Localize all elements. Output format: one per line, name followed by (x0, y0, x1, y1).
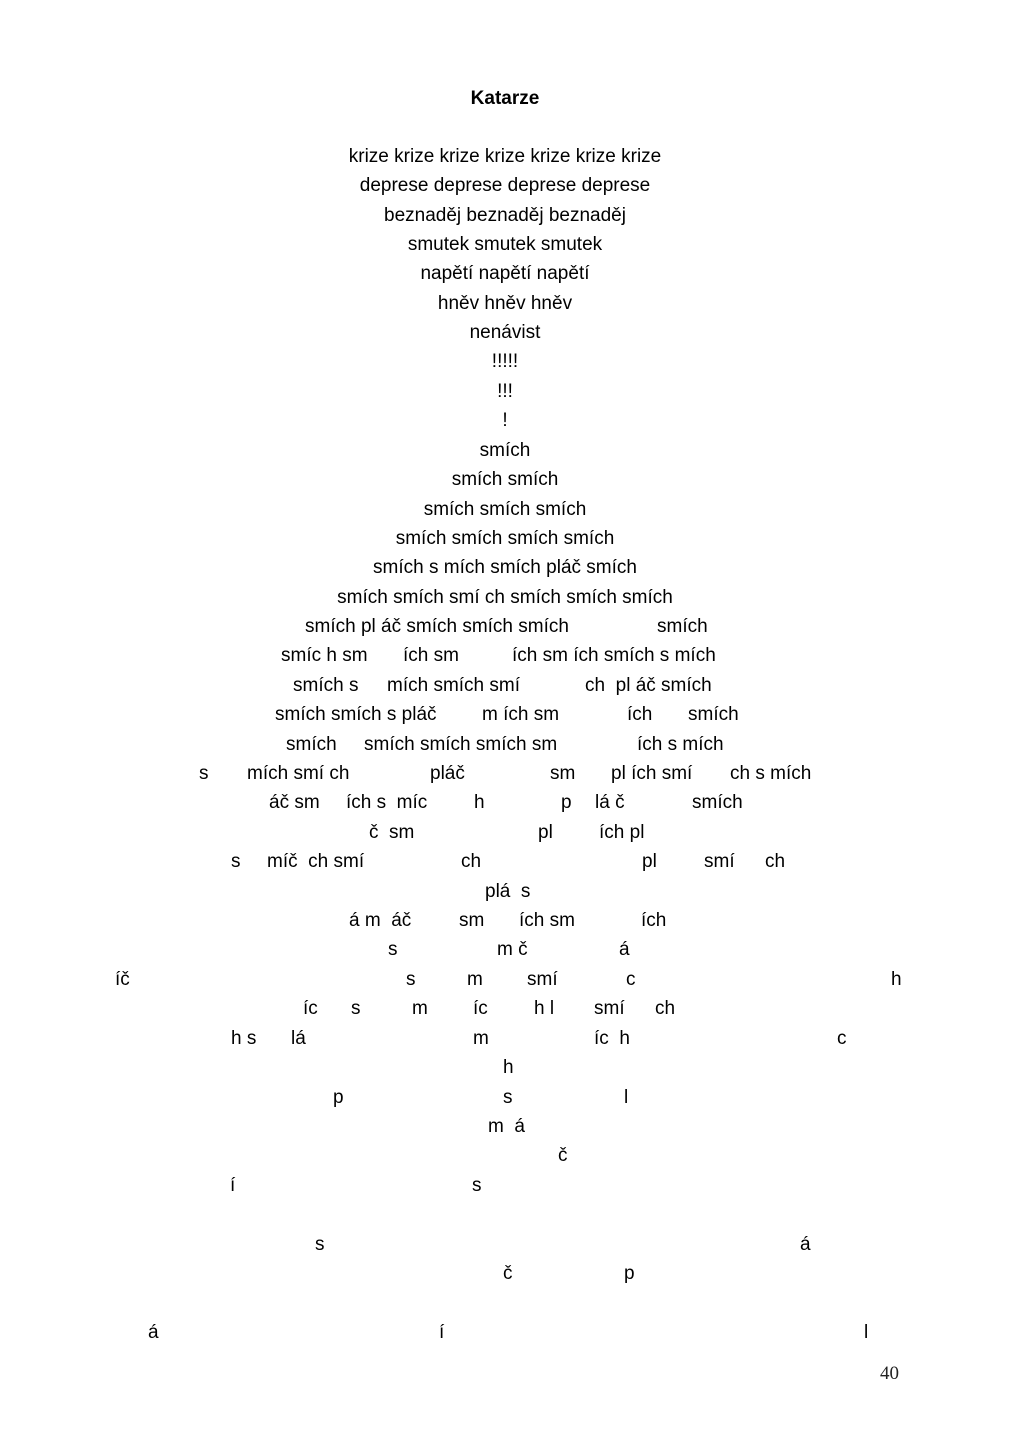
poem-fragment: lá (291, 1028, 306, 1049)
poem-fragment: smích (657, 616, 708, 637)
poem-fragment: s (388, 939, 398, 960)
poem-fragment: h (891, 969, 902, 990)
poem-line: smích smích (451, 469, 559, 490)
poem-fragment: smích smích s pláč (275, 704, 437, 725)
poem-fragment: á (800, 1234, 811, 1255)
poem-fragment: sm (550, 763, 576, 784)
poem-fragment: č (503, 1263, 513, 1284)
poem-fragment: ch (461, 851, 482, 872)
poem-fragment: íc (473, 998, 488, 1019)
poem-fragment: l (864, 1322, 869, 1343)
poem-fragment: m (467, 969, 483, 990)
poem-fragment: c (626, 969, 636, 990)
poem-fragment: mích smí ch (247, 763, 350, 784)
poem-fragment: íc h (594, 1028, 630, 1049)
poem-fragment: plá s (485, 881, 531, 902)
poem-fragment: pl (538, 822, 553, 843)
poem-fragment: h (474, 792, 485, 813)
poem-fragment: áč sm (269, 792, 320, 813)
poem-fragment: s (351, 998, 361, 1019)
poem-fragment: ích s míc (346, 792, 428, 813)
poem-fragment: p (561, 792, 572, 813)
poem-fragment: á m áč (349, 910, 412, 931)
poem-fragment: ích sm ích smích s mích (512, 645, 716, 666)
poem-line: deprese deprese deprese deprese (359, 175, 651, 196)
poem-fragment: ích (641, 910, 667, 931)
poem-fragment: ích (627, 704, 653, 725)
poem-fragment: í (230, 1175, 236, 1196)
poem-fragment: ích pl (599, 822, 645, 843)
poem-line: smích smích smích (423, 499, 587, 520)
page-number: 40 (880, 1363, 899, 1384)
poem-fragment: ích sm (403, 645, 459, 666)
poem-line: smutek smutek smutek (407, 234, 603, 255)
poem-fragment: s (503, 1087, 513, 1108)
poem-line: nenávist (469, 322, 541, 343)
poem-fragment: íč (115, 969, 130, 990)
poem-fragment: smíc h sm (281, 645, 368, 666)
poem-line: !!! (497, 381, 513, 402)
poem-fragment: p (333, 1087, 344, 1108)
poem-fragment: ích s mích (637, 734, 724, 755)
poem-fragment: h s (231, 1028, 257, 1049)
poem-fragment: pl (642, 851, 657, 872)
poem-line: smích s mích smích pláč smích (373, 557, 637, 578)
poem-fragment: ch (765, 851, 786, 872)
poem-fragment: smích (688, 704, 739, 725)
poem-fragment: í (439, 1322, 445, 1343)
poem-line: krize krize krize krize krize krize krize (348, 146, 662, 167)
poem-fragment: smích pl áč smích smích smích (305, 616, 569, 637)
poem-line: ! (502, 410, 508, 431)
poem-fragment: smích (692, 792, 743, 813)
poem-fragment: ch pl áč smích (585, 675, 712, 696)
poem-fragment: smí (594, 998, 625, 1019)
poem-fragment: l (624, 1087, 629, 1108)
poem-fragment: m (412, 998, 428, 1019)
poem-line: !!!!! (491, 351, 519, 372)
poem-line: smích smích smí ch smích smích smích (337, 587, 673, 608)
poem-fragment: smích (286, 734, 337, 755)
poem-fragment: s (472, 1175, 482, 1196)
poem-title: Katarze (470, 88, 540, 109)
poem-fragment: míč ch smí (267, 851, 365, 872)
poem-line: smích smích smích smích (395, 528, 615, 549)
poem-fragment: h l (534, 998, 555, 1019)
poem-fragment: smí (704, 851, 735, 872)
poem-fragment: m (473, 1028, 489, 1049)
poem-fragment: č (558, 1145, 568, 1166)
poem-fragment: č sm (369, 822, 415, 843)
poem-fragment: m č (497, 939, 528, 960)
poem-fragment: mích smích smí (387, 675, 521, 696)
poem-line: smích (479, 440, 531, 461)
poem-fragment: m ích sm (482, 704, 560, 725)
poem-fragment: c (837, 1028, 847, 1049)
poem-fragment: ích sm (519, 910, 575, 931)
poem-fragment: smích smích smích sm (364, 734, 558, 755)
poem-fragment: smí (527, 969, 558, 990)
poem-fragment: lá č (595, 792, 625, 813)
poem-fragment: smích s (293, 675, 359, 696)
poem-fragment: á (619, 939, 630, 960)
poem-line: beznaděj beznaděj beznaděj (384, 205, 626, 226)
poem-fragment: s (199, 763, 209, 784)
poem-fragment: sm (459, 910, 485, 931)
poem-fragment: s (315, 1234, 325, 1255)
poem-fragment: íc (303, 998, 318, 1019)
poem-fragment: á (148, 1322, 159, 1343)
poem-fragment: s (406, 969, 416, 990)
poem-fragment: pláč (430, 763, 465, 784)
poem-fragment: ch (655, 998, 676, 1019)
poem-fragment: pl ích smí (611, 763, 693, 784)
poem-fragment: ch s mích (730, 763, 812, 784)
poem-fragment: h (503, 1057, 514, 1078)
poem-fragment: p (624, 1263, 635, 1284)
poem-line: hněv hněv hněv (437, 293, 573, 314)
poem-fragment: s (231, 851, 241, 872)
poem-line: napětí napětí napětí (420, 263, 590, 284)
poem-fragment: m á (488, 1116, 525, 1137)
